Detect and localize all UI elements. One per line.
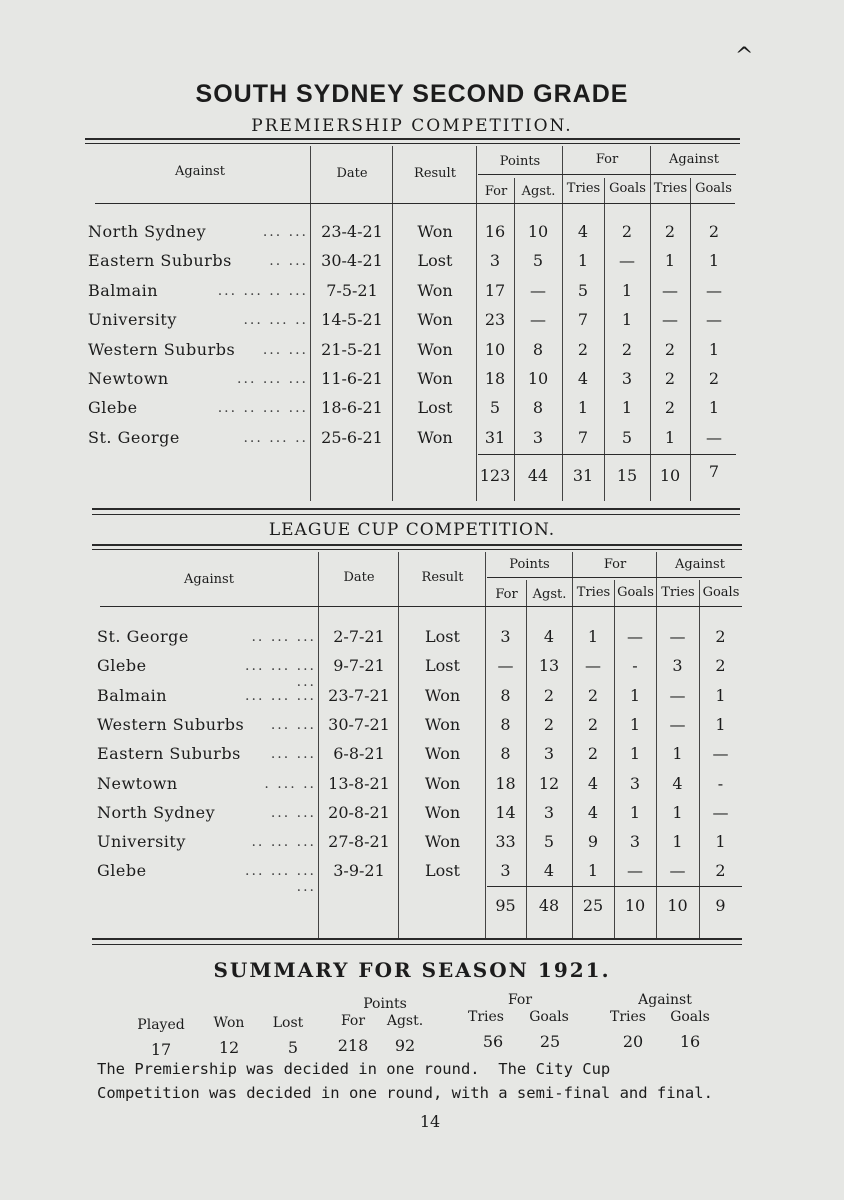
col-header-points: Points <box>499 154 541 169</box>
header-underline <box>487 577 742 578</box>
cell-result: Won <box>417 280 453 300</box>
cell-ft: 5 <box>577 280 589 300</box>
cell-result: Lost <box>425 656 460 676</box>
cell-date: 7-5-21 <box>326 280 378 300</box>
cell-ft: 4 <box>577 369 589 388</box>
col-header-for-tries: Tries <box>576 585 611 600</box>
table-rule <box>92 944 742 945</box>
cell-result: Won <box>424 685 461 705</box>
col-header-for: For <box>603 557 627 572</box>
cell-fg: 1 <box>621 280 633 300</box>
col-header-for-goals: Goals <box>609 181 646 196</box>
cell-at: — <box>669 685 686 705</box>
cell-date: 6-8-21 <box>333 744 385 764</box>
header-bottom-rule <box>95 203 735 204</box>
cell-date: 14-5-21 <box>321 310 383 330</box>
summary-note-line-1: The Premiership was decided in one round. The City Cup <box>97 1060 611 1078</box>
cell-at: 1 <box>672 832 683 852</box>
summary-against-goals: 16 <box>679 1032 701 1051</box>
cell-fg: 1 <box>629 744 641 764</box>
cell-at: 1 <box>664 251 676 271</box>
cell-dots: ... ... <box>270 804 316 821</box>
cell-ft: 4 <box>587 773 599 793</box>
cell-ft: 9 <box>587 832 599 852</box>
cell-result: Won <box>424 773 461 793</box>
col-header-points: Points <box>509 557 550 572</box>
cell-at: 1 <box>672 802 683 822</box>
table-rule <box>92 508 740 510</box>
cell-ft: — <box>585 656 601 676</box>
cell-pa: 5 <box>543 832 555 852</box>
cell-dots: ... ... .. <box>243 429 308 446</box>
total-for-goals: 10 <box>624 896 646 915</box>
cell-ag: 2 <box>715 861 726 881</box>
cell-ft: 2 <box>587 714 599 734</box>
cell-result: Won <box>417 310 453 330</box>
total-for-goals: 15 <box>616 466 638 485</box>
cell-pf: 5 <box>489 398 501 418</box>
cell-pf: 31 <box>484 427 506 447</box>
page-title: SOUTH SYDNEY SECOND GRADE <box>195 80 629 108</box>
cell-at: — <box>669 627 686 646</box>
total-points-for: 95 <box>495 896 516 915</box>
cell-date: 21-5-21 <box>321 339 383 359</box>
cell-team: St. George <box>97 627 189 646</box>
cell-dots: .. ... ... <box>251 629 316 645</box>
cell-dots: ... ... <box>262 341 308 358</box>
cell-result: Won <box>417 339 453 359</box>
cell-fg: 2 <box>621 339 633 359</box>
cell-ag: 1 <box>715 685 726 705</box>
cell-pa: 13 <box>538 656 560 676</box>
cell-dots: ... ... <box>262 224 308 240</box>
cell-ft: 7 <box>577 310 589 330</box>
cell-date: 30-4-21 <box>321 251 383 271</box>
cell-fg: 5 <box>621 427 633 447</box>
summary-header-points: Points <box>363 996 407 1012</box>
col-header-date: Date <box>343 570 375 585</box>
cell-fg: 3 <box>621 369 633 388</box>
cell-ft: 2 <box>587 744 599 764</box>
totals-rule <box>478 454 736 455</box>
cell-dots: ... ... .. ... <box>217 282 308 299</box>
cell-pa: — <box>530 280 546 300</box>
cell-fg: 3 <box>629 773 641 793</box>
cell-team: Glebe <box>97 656 147 676</box>
cell-dots: ... ... .. <box>243 312 308 329</box>
total-points-against: 48 <box>538 896 560 915</box>
cell-team: Glebe <box>97 861 147 881</box>
summary-header-against: Against <box>638 992 692 1008</box>
cell-ag: 1 <box>708 339 720 359</box>
cell-team: Balmain <box>88 280 159 300</box>
cell-pa: 4 <box>543 627 555 646</box>
cell-at: — <box>669 861 686 881</box>
cell-at: 2 <box>664 398 676 418</box>
cell-dots: .. ... ... <box>251 834 316 851</box>
cell-ag: - <box>717 773 724 793</box>
totals-rule <box>487 886 742 887</box>
summary-note-line-2: Competition was decided in one round, with a semi-final and final. <box>97 1084 713 1102</box>
cell-ft: 2 <box>587 685 599 705</box>
cell-ft: 4 <box>577 222 589 241</box>
cell-date: 25-6-21 <box>321 427 383 447</box>
table-rule <box>92 549 742 550</box>
cell-result: Won <box>417 427 453 447</box>
cell-pf: 23 <box>484 310 506 330</box>
cell-at: 3 <box>672 656 683 676</box>
summary-points-for: 218 <box>337 1036 369 1055</box>
summary-header-for-goals: Goals <box>529 1009 569 1025</box>
cell-ag: 2 <box>708 222 720 241</box>
cell-result: Won <box>424 714 461 734</box>
cell-dots: ... ... ... ... <box>245 658 316 691</box>
summary-for-tries: 56 <box>482 1032 504 1051</box>
summary-header-pts-for: For <box>340 1013 366 1029</box>
cell-fg: 1 <box>629 685 641 705</box>
header-underline <box>478 174 736 175</box>
cell-fg: 2 <box>621 222 633 241</box>
cell-pf: 8 <box>500 714 511 734</box>
cell-dots: ... ... ... ... <box>245 863 316 896</box>
table-rule <box>85 143 740 144</box>
cell-result: Lost <box>425 861 460 881</box>
page-number: 14 <box>419 1112 441 1131</box>
cell-result: Lost <box>417 398 453 418</box>
total-against-goals: 7 <box>708 462 720 481</box>
cell-date: 9-7-21 <box>333 656 385 676</box>
total-points-for: 123 <box>479 466 511 485</box>
cell-pa: 8 <box>532 398 544 418</box>
summary-points-against: 92 <box>394 1036 416 1055</box>
cell-pf: 16 <box>484 222 506 241</box>
cell-date: 27-8-21 <box>328 832 390 852</box>
cell-at: 1 <box>672 744 683 764</box>
cell-fg: 1 <box>621 310 633 330</box>
cell-pf: 3 <box>500 861 511 881</box>
cell-ft: 1 <box>587 627 599 646</box>
cell-fg: 1 <box>629 802 641 822</box>
header-bottom-rule <box>100 606 742 607</box>
summary-header-against-goals: Goals <box>670 1009 710 1025</box>
cell-dots: . ... .. <box>264 775 316 792</box>
cell-ag: — <box>706 280 722 300</box>
table-rule <box>92 938 742 940</box>
cell-dots: ... .. ... ... <box>217 400 308 417</box>
cell-dots: .. ... <box>269 253 308 270</box>
cell-result: Won <box>424 802 461 822</box>
cell-fg: - <box>632 656 638 676</box>
cell-fg: 1 <box>629 714 641 734</box>
col-header-against: Against <box>184 572 234 587</box>
section-title-league-cup: LEAGUE CUP COMPETITION. <box>268 520 556 540</box>
cell-date: 23-7-21 <box>328 685 390 705</box>
cell-team: Eastern Suburbs <box>88 251 232 271</box>
cell-ft: 7 <box>577 427 589 447</box>
cell-dots: ... ... <box>270 746 316 763</box>
cell-ag: 1 <box>715 832 726 852</box>
column-divider <box>398 552 399 940</box>
col-header-result: Result <box>421 570 464 585</box>
summary-played: 17 <box>150 1040 172 1059</box>
table-rule <box>92 544 742 546</box>
cell-date: 2-7-21 <box>333 627 385 646</box>
col-header-against-group: Against <box>675 557 725 572</box>
cell-result: Lost <box>417 251 453 271</box>
col-header-pts-for: For <box>495 587 518 602</box>
summary-header-played: Played <box>137 1017 185 1033</box>
cell-at: 4 <box>672 773 683 793</box>
cell-result: Won <box>424 832 461 852</box>
cell-date: 30-7-21 <box>328 714 390 734</box>
col-header-for: For <box>595 152 619 167</box>
summary-header-against-tries: Tries <box>610 1009 646 1025</box>
total-against-tries: 10 <box>659 466 681 485</box>
cell-team: Newtown <box>97 773 178 793</box>
section-title-premiership: PREMIERSHIP COMPETITION. <box>251 116 573 136</box>
cell-result: Won <box>417 222 453 241</box>
cell-team: University <box>97 832 186 852</box>
cell-team: St. George <box>88 427 180 447</box>
cell-team: Eastern Suburbs <box>97 744 241 764</box>
cell-dots: ... ... <box>270 716 316 733</box>
summary-header-for-tries: Tries <box>468 1009 504 1025</box>
cell-pa: 2 <box>543 685 555 705</box>
cell-ft: 1 <box>587 861 599 881</box>
summary-lost: 5 <box>287 1038 299 1057</box>
summary-header-lost: Lost <box>272 1015 304 1031</box>
cell-at: — <box>662 280 678 300</box>
col-header-against-goals: Goals <box>695 181 732 196</box>
col-header-result: Result <box>414 166 456 181</box>
cell-date: 11-6-21 <box>321 369 383 388</box>
cell-ag: 1 <box>708 398 720 418</box>
total-for-tries: 25 <box>582 896 604 915</box>
cell-pf: 18 <box>495 773 516 793</box>
summary-for-goals: 25 <box>539 1032 561 1051</box>
cell-team: University <box>88 310 177 330</box>
cell-ft: 2 <box>577 339 589 359</box>
cell-date: 20-8-21 <box>328 802 390 822</box>
col-header-pts-agst: Agst. <box>532 587 567 602</box>
cell-result: Won <box>417 369 453 388</box>
cell-pa: 2 <box>543 714 555 734</box>
cell-pf: 17 <box>484 280 506 300</box>
col-header-for-tries: Tries <box>566 181 601 196</box>
column-divider <box>318 552 319 940</box>
cell-ft: 1 <box>577 398 589 418</box>
col-header-pts-for: For <box>484 184 508 199</box>
cell-at: 2 <box>664 339 676 359</box>
total-against-tries: 10 <box>667 896 688 915</box>
column-divider <box>310 146 311 501</box>
cell-pf: 14 <box>495 802 516 822</box>
col-header-against-tries: Tries <box>661 585 695 600</box>
cell-ag: 2 <box>715 656 726 676</box>
cell-ag: — <box>712 744 729 764</box>
cell-team: Western Suburbs <box>88 339 236 359</box>
table-rule <box>85 138 740 140</box>
cell-ft: 4 <box>587 802 599 822</box>
summary-against-tries: 20 <box>622 1032 644 1051</box>
cell-ag: 2 <box>715 627 726 646</box>
cell-pa: 8 <box>532 339 544 359</box>
summary-title: SUMMARY FOR SEASON 1921. <box>213 958 611 982</box>
cell-pf: 18 <box>484 369 506 388</box>
col-header-pts-agst: Agst. <box>521 184 556 199</box>
cell-date: 18-6-21 <box>321 398 383 418</box>
total-for-tries: 31 <box>572 466 594 485</box>
cell-date: 3-9-21 <box>333 861 385 881</box>
cell-pa: — <box>530 310 546 330</box>
cell-pf: 8 <box>500 685 511 705</box>
cell-result: Won <box>424 744 461 764</box>
summary-header-won: Won <box>213 1015 245 1031</box>
col-header-against-group: Against <box>669 152 719 167</box>
cell-date: 13-8-21 <box>328 773 390 793</box>
cell-pf: — <box>497 656 514 676</box>
col-header-against: Against <box>175 164 225 179</box>
cell-fg: — <box>619 251 635 271</box>
cell-pa: 3 <box>543 744 555 764</box>
cell-ag: — <box>712 802 729 822</box>
col-header-against-tries: Tries <box>653 181 688 196</box>
cell-fg: — <box>627 627 643 646</box>
cell-team: Newtown <box>88 369 169 388</box>
col-header-date: Date <box>336 166 368 181</box>
cell-pf: 3 <box>500 627 511 646</box>
total-points-against: 44 <box>527 466 549 485</box>
cell-pa: 12 <box>538 773 560 793</box>
cell-pa: 10 <box>527 369 549 388</box>
cell-fg: — <box>627 861 643 881</box>
table-rule <box>92 514 740 515</box>
cell-date: 23-4-21 <box>321 222 383 241</box>
cell-ag: 2 <box>708 369 720 388</box>
column-divider <box>392 146 393 501</box>
cell-at: — <box>669 714 686 734</box>
cell-pf: 3 <box>489 251 501 271</box>
cell-team: North Sydney <box>97 802 216 822</box>
cell-team: North Sydney <box>88 222 207 241</box>
cell-pf: 10 <box>484 339 506 359</box>
cell-fg: 3 <box>629 832 641 852</box>
cell-ag: 1 <box>708 251 720 271</box>
cell-ag: — <box>706 310 722 330</box>
cell-at: 2 <box>664 369 676 388</box>
summary-header-pts-agst: Agst. <box>386 1013 424 1029</box>
cell-dots: ... ... ... <box>237 371 308 387</box>
cell-pa: 4 <box>543 861 555 881</box>
cell-at: — <box>662 310 678 330</box>
cell-pf: 33 <box>495 832 516 852</box>
cell-pa: 10 <box>527 222 549 241</box>
cell-pa: 5 <box>532 251 544 271</box>
corner-mark: ^ <box>735 44 754 69</box>
cell-fg: 1 <box>621 398 633 418</box>
total-against-goals: 9 <box>715 896 726 915</box>
summary-header-for: For <box>507 992 533 1008</box>
cell-ag: 1 <box>715 714 726 734</box>
cell-team: Glebe <box>88 398 138 418</box>
cell-dots: ... ... ... <box>245 687 316 704</box>
cell-pa: 3 <box>532 427 544 447</box>
cell-ft: 1 <box>577 251 589 271</box>
summary-won: 12 <box>218 1038 240 1057</box>
col-header-against-goals: Goals <box>702 585 740 600</box>
cell-at: 1 <box>664 427 676 447</box>
cell-result: Lost <box>425 627 460 646</box>
cell-team: Balmain <box>97 685 168 705</box>
cell-team: Western Suburbs <box>97 714 245 734</box>
cell-at: 2 <box>664 222 676 241</box>
cell-ag: — <box>706 427 722 447</box>
cell-pf: 8 <box>500 744 511 764</box>
cell-pa: 3 <box>543 802 555 822</box>
col-header-for-goals: Goals <box>617 585 654 600</box>
